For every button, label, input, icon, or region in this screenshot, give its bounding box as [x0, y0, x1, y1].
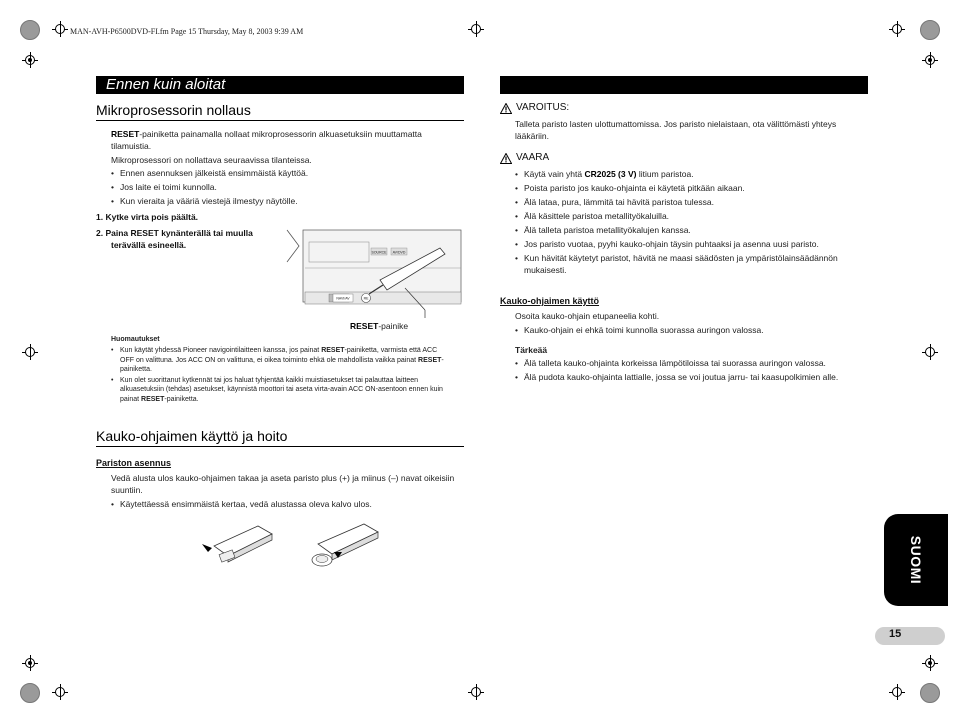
page-number-badge: [875, 627, 945, 645]
registration-mark-icon: [922, 344, 938, 360]
warning-triangle-icon: [500, 103, 512, 114]
registration-mark-icon: [889, 21, 905, 37]
caution-list: [515, 168, 865, 276]
list-item: • Poista paristo jos kauko-ohjainta ei käytetä pitkään aikaan.: [515, 182, 865, 194]
list-item: • Jos laite ei toimi kunnolla.: [111, 181, 451, 193]
registration-mark-icon: [468, 684, 484, 700]
corner-dot-icon: [920, 20, 940, 40]
warning-text: Talleta paristo lasten ulottumattomissa. Jos paristo nielaistaan, ota välittömästi yhteys lääkäriin.: [515, 119, 837, 141]
caution-title: VAARA: [516, 152, 550, 163]
registration-mark-icon: [468, 21, 484, 37]
warning-heading: [500, 102, 569, 114]
list-item: • Älä talleta paristoa metallityökalujen kanssa.: [515, 224, 865, 236]
list-item: • Jos paristo vuotaa, pyyhi kauko-ohjain täysin puhtaaksi ja asenna uusi paristo.: [515, 238, 865, 250]
registration-mark-icon: [889, 684, 905, 700]
step-2-line1: 2. Paina RESET kynänterällä tai muulla: [96, 228, 253, 238]
page-number: 15: [889, 628, 902, 640]
step-1: 1. Kytke virta pois päältä.: [96, 212, 199, 222]
remote-section-title: Kauko-ohjaimen käyttö ja hoito: [96, 428, 288, 444]
device-reset-label: RE: [363, 296, 369, 301]
using-remote-heading: Kauko-ohjaimen käyttö: [500, 296, 600, 306]
print-header: MAN-AVH-P6500DVD-FI.fm Page 15 Thursday, May 8, 2003 9:39 AM: [70, 27, 304, 36]
registration-mark-icon: [52, 684, 68, 700]
reset-intro: RESET-painiketta painamalla nollaat mikroprosessorin alkuasetuksiin muuttamatta tilamuistia.: [111, 129, 422, 151]
list-item: • Älä pudota kauko-ohjainta lattialle, jossa se voi joutua jarru- tai kaasupolkimien alle.: [515, 371, 865, 383]
caution-heading: [500, 152, 549, 164]
list-item: • Kun käytät yhdessä Pioneer navigointilaitteen kanssa, jos painat RESET-painiketta, varmista että ACC OFF on valittuna. Jos ACC ON on valittuna, ei oikea toiminto ehkä ole mahdollista vaikka painat RESET-painiketta.: [111, 346, 451, 375]
list-item: • Kun hävität käytetyt paristot, hävitä ne maasi säädösten ja ympäristölainsäädännön mukaisesti.: [515, 252, 865, 276]
reset-bullets: [111, 167, 451, 207]
section-banner-right: [500, 76, 868, 94]
corner-dot-icon: [20, 683, 40, 703]
important-heading: Tärkeää: [515, 345, 548, 355]
warning-title: VAROITUS:: [516, 102, 570, 113]
list-item: • Älä lataa, pura, lämmitä tai hävitä paristoa tulessa.: [515, 196, 865, 208]
language-tab: SUOMI: [884, 514, 948, 606]
list-item: • Kun vieraita ja vääriä viestejä ilmestyy näytölle.: [111, 195, 451, 207]
list-item: • Kauko-ohjain ei ehkä toimi kunnolla suorassa auringon valossa.: [515, 324, 865, 336]
device-source-label: SOURCE: [371, 250, 387, 255]
using-remote-text: Osoita kauko-ohjain etupaneelia kohti.: [515, 311, 660, 321]
section-banner-left: Ennen kuin aloitat: [96, 76, 464, 94]
step-2-line2: terävällä esineellä.: [111, 240, 187, 250]
device-av-label: AV/DVD: [392, 250, 406, 255]
list-item: • Älä talleta kauko-ohjainta korkeissa lämpötiloissa tai suorassa auringon valossa.: [515, 357, 865, 369]
caution-triangle-icon: [500, 153, 512, 164]
device-navi-label: NAVI/AV: [336, 296, 350, 301]
registration-mark-icon: [22, 655, 38, 671]
registration-mark-icon: [922, 655, 938, 671]
figure-caption: RESET-painike: [350, 321, 409, 331]
battery-bullets: [111, 498, 457, 510]
battery-heading: Pariston asennus: [96, 458, 172, 468]
list-item: • Käytettäessä ensimmäistä kertaa, vedä alustassa oleva kalvo ulos.: [111, 498, 457, 510]
corner-dot-icon: [920, 683, 940, 703]
reset-section-title: Mikroprosessorin nollaus: [96, 102, 251, 118]
title-rule: [96, 120, 464, 121]
corner-dot-icon: [20, 20, 40, 40]
registration-mark-icon: [22, 52, 38, 68]
registration-mark-icon: [52, 21, 68, 37]
battery-install-illustration: [198, 516, 398, 576]
notes-title: Huomautukset: [111, 336, 160, 343]
registration-mark-icon: [22, 344, 38, 360]
notes-list: [111, 346, 451, 404]
registration-mark-icon: [922, 52, 938, 68]
important-bullets: [515, 357, 865, 383]
using-remote-bullets: [515, 324, 865, 336]
list-item: • Kun olet suorittanut kytkennät tai jos haluat tyhjentää kaikki muistiasetukset tai palauttaa laitteen alkuasetuksiin (tehdas) asetukset, käynnistä moottori tai aseta virta-avain ACC ON-asentoon ennen kuin painat RESET-painiketta.: [111, 376, 451, 405]
list-item: • Ennen asennuksen jälkeistä ensimmäistä käyttöä.: [111, 167, 451, 179]
battery-text: Vedä alusta ulos kauko-ohjaimen takaa ja aseta paristo plus (+) ja miinus (–) navat oikeisiin suuntiin.: [111, 473, 455, 495]
title-rule: [96, 446, 464, 447]
list-item: • Älä käsittele paristoa metallityökaluilla.: [515, 210, 865, 222]
reset-line2: Mikroprosessori on nollattava seuraavissa tilanteissa.: [111, 155, 312, 165]
list-item: • Käytä vain yhtä CR2025 (3 V) litium paristoa.: [515, 168, 865, 180]
